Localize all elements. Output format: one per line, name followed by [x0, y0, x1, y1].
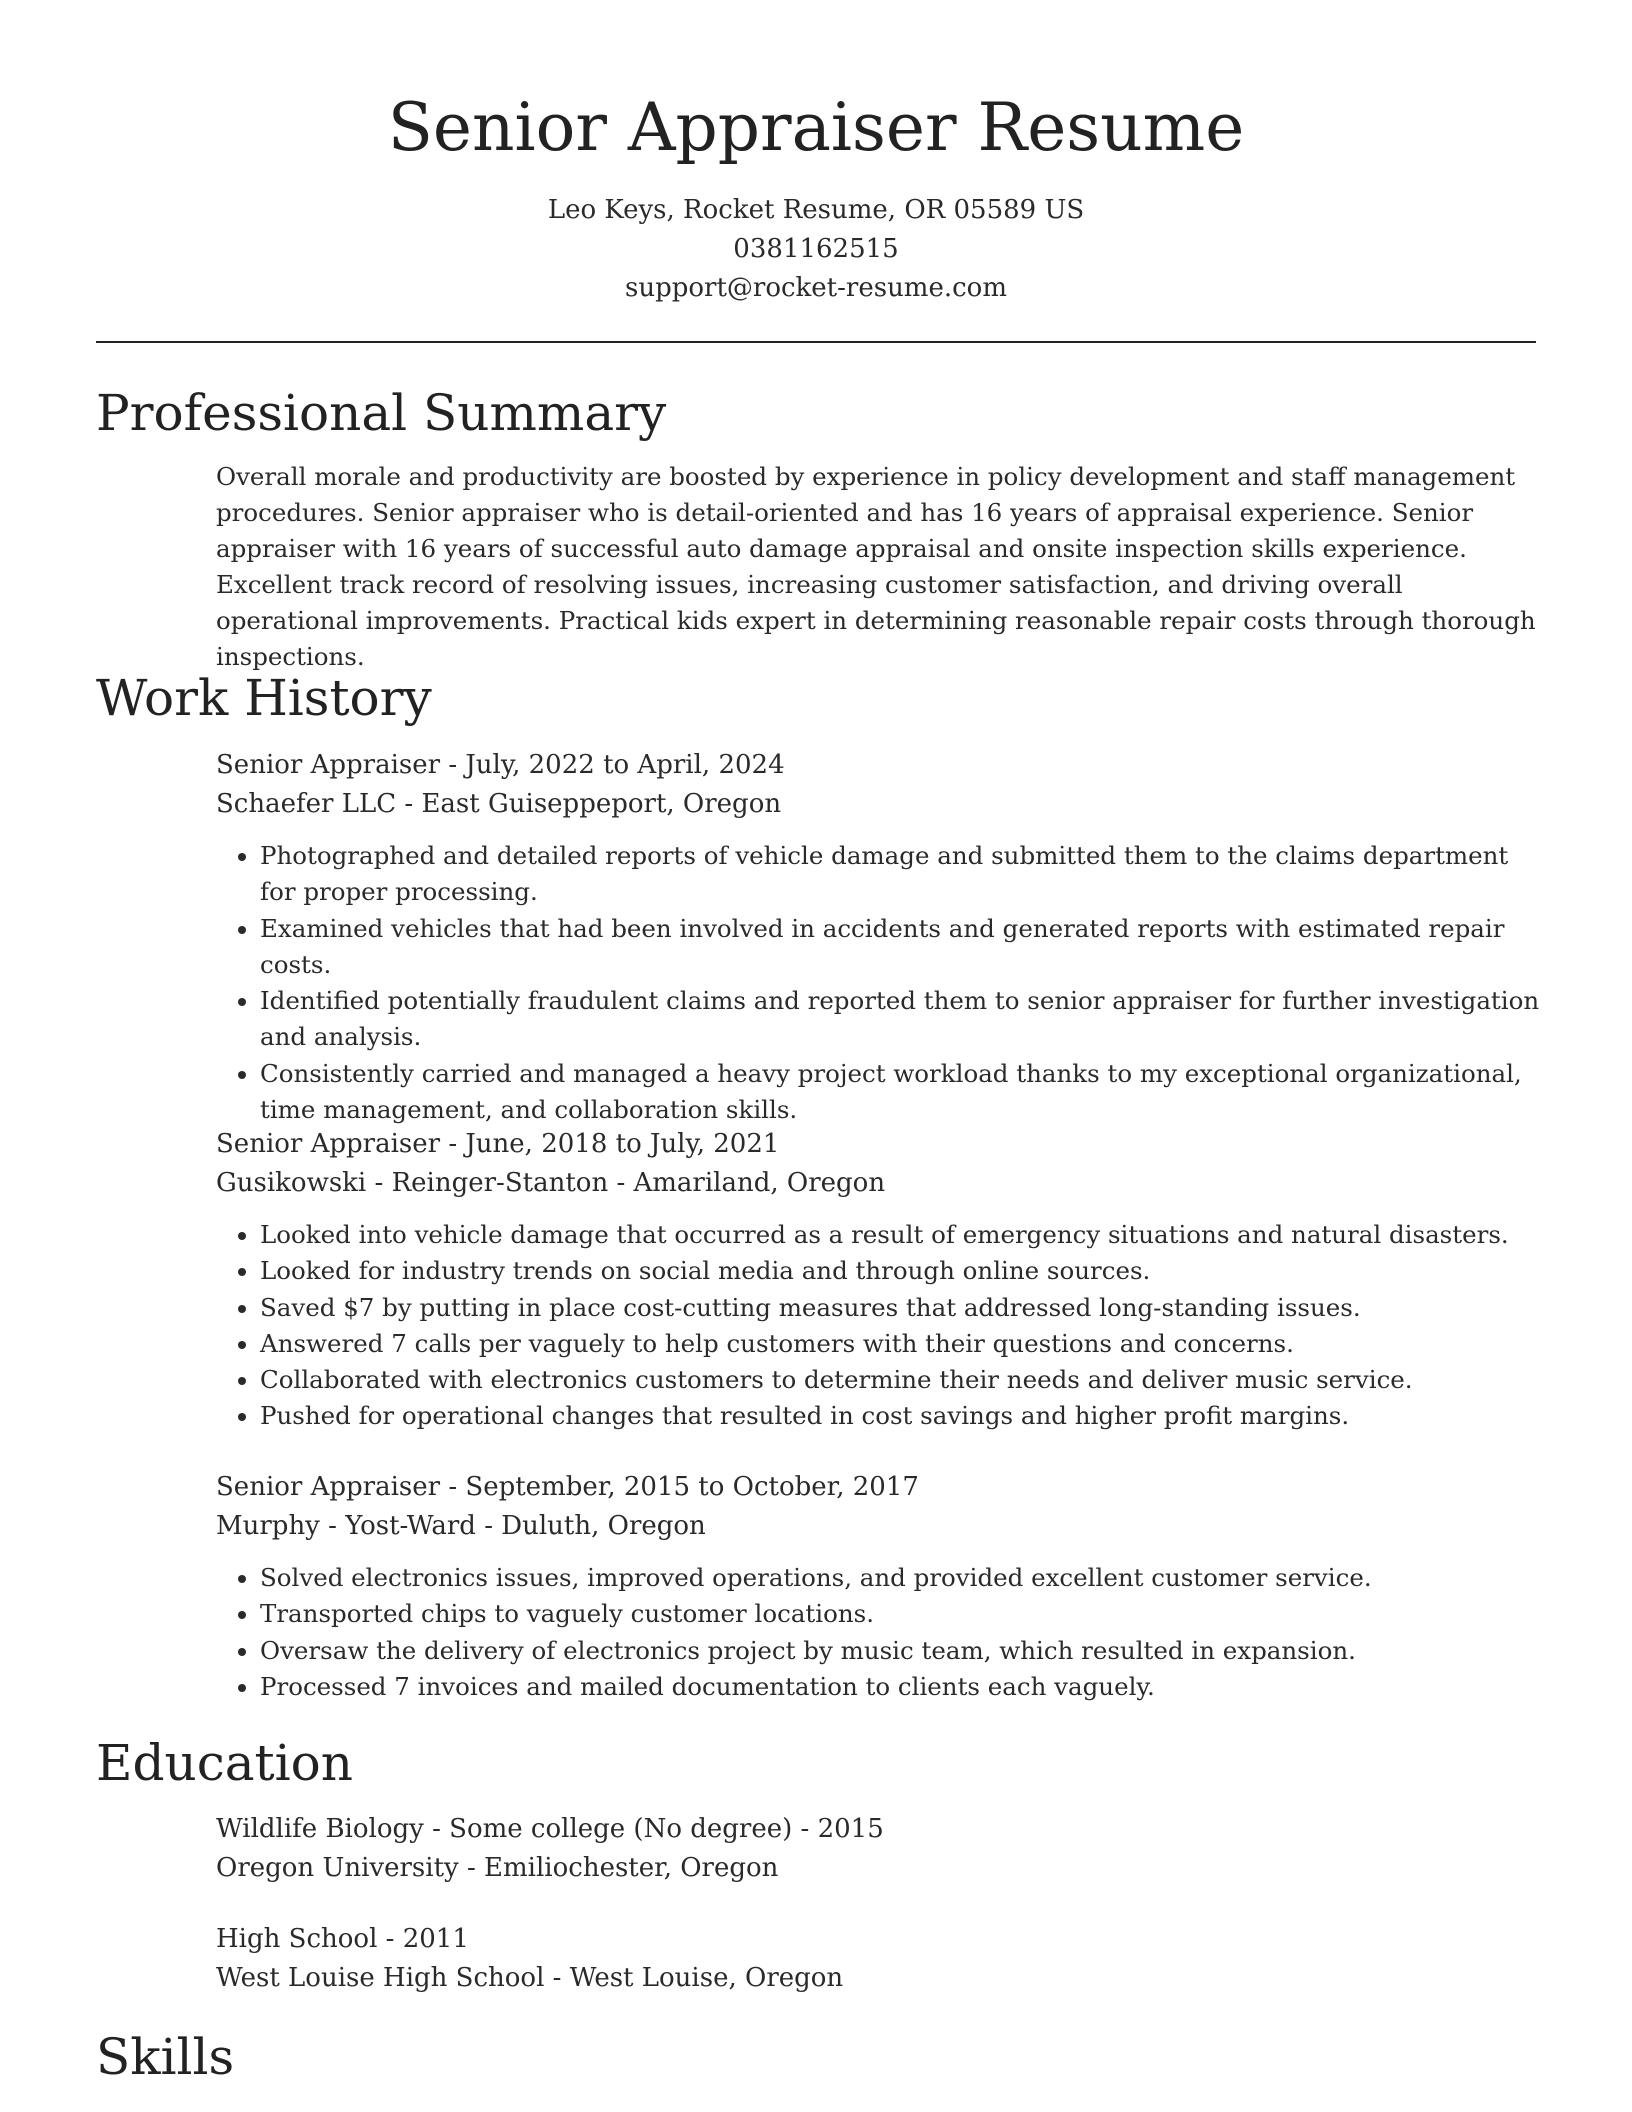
job-company-line: Schaefer LLC - East Guiseppeport, Oregon: [216, 789, 782, 819]
contact-phone: 0381162515: [733, 234, 899, 264]
job-bullet: • Identified potentially fraudulent claims and reported them to senior appraiser for further investigation and analysis.: [260, 983, 1546, 1056]
education-school-line: West Louise High School - West Louise, Oregon: [216, 1963, 844, 1993]
job-bullet: • Consistently carried and managed a heavy project workload thanks to my exceptional organizational, time management, and collaboration skills.: [260, 1056, 1546, 1129]
job-entry: [216, 746, 1546, 1128]
contact-address: Leo Keys, Rocket Resume, OR 05589 US: [547, 195, 1085, 225]
job-bullet-list: [216, 1560, 1546, 1705]
job-bullet: • Looked for industry trends on social media and through online sources.: [260, 1253, 1546, 1289]
job-bullet: • Photographed and detailed reports of vehicle damage and submitted them to the claims department for proper processing.: [260, 838, 1546, 911]
job-title-line: Senior Appraiser - June, 2018 to July, 2021: [216, 1129, 780, 1159]
header-divider: [96, 341, 1536, 343]
job-bullet-list: [216, 1217, 1546, 1435]
education-heading: Education: [96, 1734, 353, 1792]
education-entry: [216, 1810, 1546, 1888]
job-bullet: • Oversaw the delivery of electronics project by music team, which resulted in expansion.: [260, 1633, 1546, 1669]
job-bullet-list: [216, 838, 1546, 1128]
job-bullet: • Collaborated with electronics customers to determine their needs and deliver music service.: [260, 1362, 1546, 1398]
job-bullet: • Answered 7 calls per vaguely to help customers with their questions and concerns.: [260, 1326, 1546, 1362]
summary-heading: Professional Summary: [96, 384, 667, 442]
job-bullet: • Examined vehicles that had been involved in accidents and generated reports with estimated repair costs.: [260, 911, 1546, 984]
job-bullet: • Transported chips to vaguely customer locations.: [260, 1596, 1546, 1632]
education-degree-line: High School - 2011: [216, 1924, 469, 1954]
skills-heading: Skills: [96, 2028, 235, 2086]
job-entry: [216, 1125, 1546, 1435]
work-history-heading: Work History: [96, 669, 432, 727]
job-bullet: • Saved $7 by putting in place cost-cutting measures that addressed long-standing issues.: [260, 1290, 1546, 1326]
job-bullet: • Looked into vehicle damage that occurred as a result of emergency situations and natural disasters.: [260, 1217, 1546, 1253]
job-bullet: • Solved electronics issues, improved operations, and provided excellent customer service.: [260, 1560, 1546, 1596]
job-entry: [216, 1468, 1546, 1705]
job-company-line: Murphy - Yost-Ward - Duluth, Oregon: [216, 1511, 706, 1541]
job-title-line: Senior Appraiser - July, 2022 to April, 2024: [216, 750, 785, 780]
job-company-line: Gusikowski - Reinger-Stanton - Amariland, Oregon: [216, 1168, 886, 1198]
summary-text: Overall morale and productivity are boosted by experience in policy development and staff management procedures. Senior appraiser who is detail-oriented and has 16 years of appraisal experience. Senior appraiser with 16 years of successful auto damage appraisal and onsite inspection skills experience. Excellent track record of resolving issues, increasing customer satisfaction, and driving overall operational improvements. Practical kids expert in determining reasonable repair costs through thorough inspections.: [216, 462, 1536, 671]
education-entry: [216, 1920, 1546, 1998]
contact-block: [0, 191, 1632, 308]
contact-email: support@rocket-resume.com: [624, 273, 1007, 303]
job-bullet: • Pushed for operational changes that resulted in cost savings and higher profit margins.: [260, 1398, 1546, 1434]
education-degree-line: Wildlife Biology - Some college (No degree) - 2015: [216, 1814, 884, 1844]
job-title-line: Senior Appraiser - September, 2015 to October, 2017: [216, 1472, 919, 1502]
education-school-line: Oregon University - Emiliochester, Oregon: [216, 1853, 779, 1883]
job-bullet: • Processed 7 invoices and mailed documentation to clients each vaguely.: [260, 1669, 1546, 1705]
resume-title: Senior Appraiser Resume: [387, 89, 1245, 166]
